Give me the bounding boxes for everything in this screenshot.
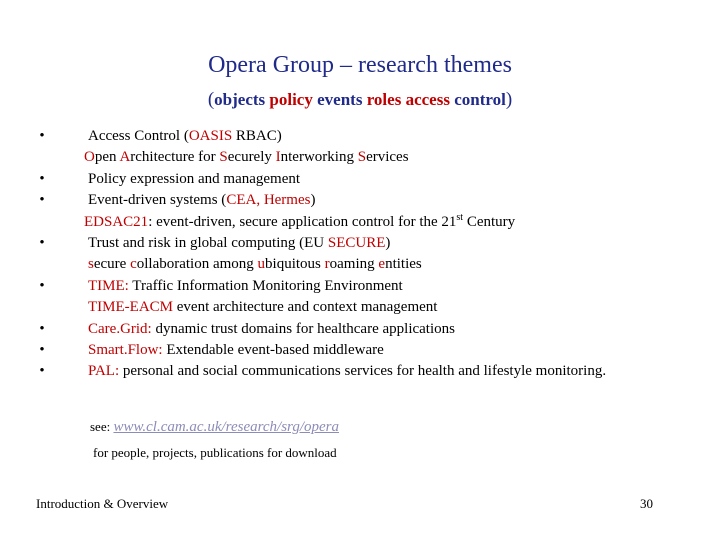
list-item: • Access Control (OASIS RBAC) (36, 126, 706, 147)
subtitle-close-paren: ) (505, 89, 513, 110)
subtitle-word-events: events (317, 90, 363, 109)
list-item: • Care.Grid: dynamic trust domains for healthcare applications (36, 319, 706, 340)
subtitle-word-objects: objects (214, 90, 266, 109)
list-subitem: EDSAC21: event-driven, secure application control for the 21st Century (84, 211, 516, 230)
list-subitem: secure collaboration among ubiquitous roaming entities (88, 256, 422, 273)
opera-link[interactable]: www.cl.cam.ac.uk/research/srg/opera (113, 419, 339, 435)
list-item: • TIME: Traffic Information Monitoring Environment (36, 276, 706, 297)
bullet-icon: • (39, 320, 45, 337)
see-label: see: (90, 419, 114, 434)
slide-subtitle (0, 88, 720, 112)
subtitle-word-policy: policy (269, 90, 313, 109)
list-item: • Smart.Flow: Extendable event-based middleware (36, 340, 706, 361)
bullet-icon: • (39, 363, 45, 380)
page-number: 30 (640, 496, 653, 511)
list-item: • PAL: personal and social communications services for health and lifestyle monitoring. (36, 361, 706, 382)
slide-title: Opera Group – research themes (208, 52, 512, 78)
bullet-icon: • (39, 128, 45, 144)
subtitle-open-paren: ( (207, 89, 215, 110)
bullet-icon: • (39, 170, 45, 187)
bullet-icon: • (39, 277, 45, 294)
subtitle-word-roles: roles (366, 90, 402, 109)
bullet-icon: • (39, 192, 45, 209)
list-subitem: Open Architecture for Securely Interworking Services (84, 149, 409, 166)
list-item: • Trust and risk in global computing (EU SECURE) (36, 233, 706, 254)
list-item: • Event-driven systems (CEA, Hermes) (36, 190, 706, 211)
theme-list (36, 126, 706, 383)
list-item: • Policy expression and management (36, 169, 706, 190)
bullet-icon: • (39, 342, 45, 359)
subtitle-word-access: access (405, 90, 450, 109)
list-subitem: TIME-EACM event architecture and context management (88, 299, 438, 316)
see-reference (90, 417, 339, 437)
subtitle-word-control: control (454, 90, 506, 109)
download-note: for people, projects, publications for download (93, 445, 337, 460)
footer-section-title: Introduction & Overview (36, 496, 169, 511)
bullet-icon: • (39, 235, 45, 252)
